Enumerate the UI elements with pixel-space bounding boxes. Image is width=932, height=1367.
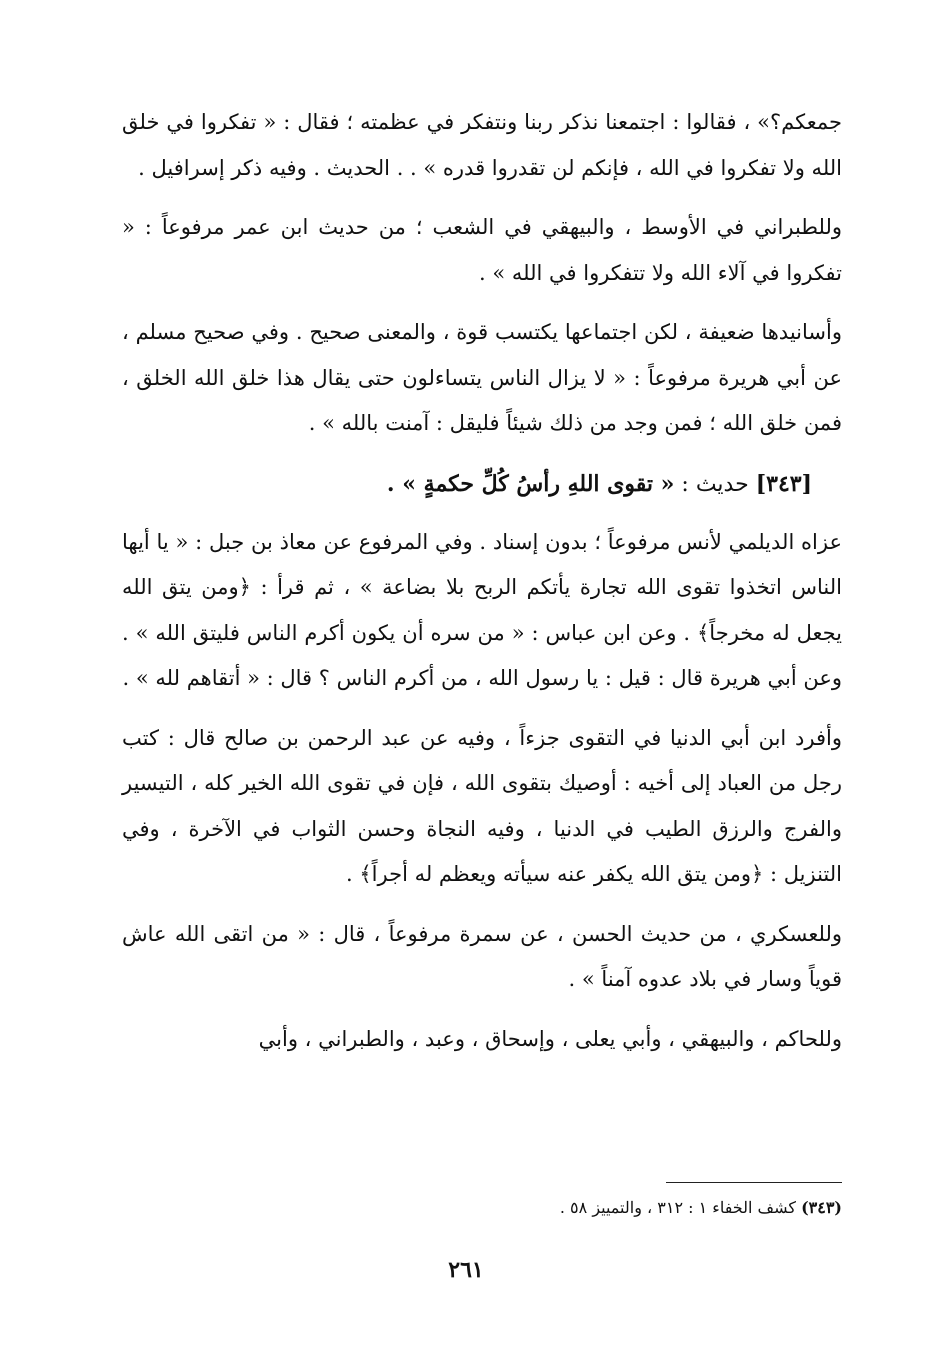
paragraph-4: عزاه الديلمي لأنس مرفوعاً ؛ بدون إسناد . وفي المرفوع عن معاذ بن جبل : « يا أيها الناس اتخذوا تقوى الله تجارة يأتكم الربح بلا بضاعة » ، ثم قرأ : ﴿ومن يتق الله يجعل له مخرجاً﴾ . وعن ابن عباس : « من سره أن يكون أكرم الناس فليتق الله » . وعن أبي هريرة قال : قيل : يا رسول الله ، من أكرم الناس ؟ قال : « أتقاهم لله » . <box>122 529 842 690</box>
page-number: ٢٦١ <box>448 1257 484 1283</box>
paragraph-2: وللطبراني في الأوسط ، والبيهقي في الشعب ؛ من حديث ابن عمر مرفوعاً : « تفكروا في آلاء الله ولا تتفكروا في الله » . <box>122 215 842 285</box>
paragraph-7: وللحاكم ، والبيهقي ، وأبي يعلى ، وإسحاق ، وعبد ، والطبراني ، وأبي <box>258 1026 842 1051</box>
footnote <box>560 1196 842 1220</box>
footnote-separator <box>666 1182 842 1183</box>
paragraph-1: جمعكم؟» ، فقالوا : اجتمعنا نذكر ربنا ونتفكر في عظمته ؛ فقال : « تفكروا في خلق الله ولا تفكروا في الله ، فإنكم لن تقدروا قدره » . . الحديث . وفيه ذكر إسرافيل . <box>122 110 842 180</box>
hadith-label: حديث : <box>681 471 749 497</box>
hadith-number: [٣٤٣] <box>755 470 812 497</box>
footnote-text: كشف الخفاء ١ : ٣١٢ ، والتمييز ٥٨ . <box>559 1198 796 1217</box>
paragraph-6: وللعسكري ، من حديث الحسن ، عن سمرة مرفوعاً ، قال : « من اتقى الله عاش قوياً وسار في بلاد عدوه آمناً » . <box>122 921 842 991</box>
paragraph-5: وأفرد ابن أبي الدنيا في التقوى جزءاً ، وفيه عن عبد الرحمن بن صالح قال : كتب رجل من العباد إلى أخيه : أوصيك بتقوى الله ، فإن في تقوى الله الخير كله ، التيسير والفرج والرزق الطيب في الدنيا ، وفيه النجاة وحسن الثواب في الآخرة ، وفي التنزيل : ﴿ومن يتق الله يكفر عنه سيأته ويعظم له أجراً﴾ . <box>122 725 842 886</box>
footnote-number: (٣٤٣) <box>801 1198 842 1217</box>
hadith-text: « تقوى اللهِ رأسُ كُلِّ حكمةٍ » . <box>386 470 675 497</box>
hadith-heading <box>122 461 842 508</box>
paragraph-3: وأسانيدها ضعيفة ، لكن اجتماعها يكتسب قوة ، والمعنى صحيح . وفي صحيح مسلم ، عن أبي هريرة مرفوعاً : « لا يزال الناس يتساءلون حتى يقال هذا خلق الله الخلق ، فمن خلق الله ؛ فمن وجد من ذلك شيئاً فليقل : آمنت بالله » . <box>122 320 842 435</box>
